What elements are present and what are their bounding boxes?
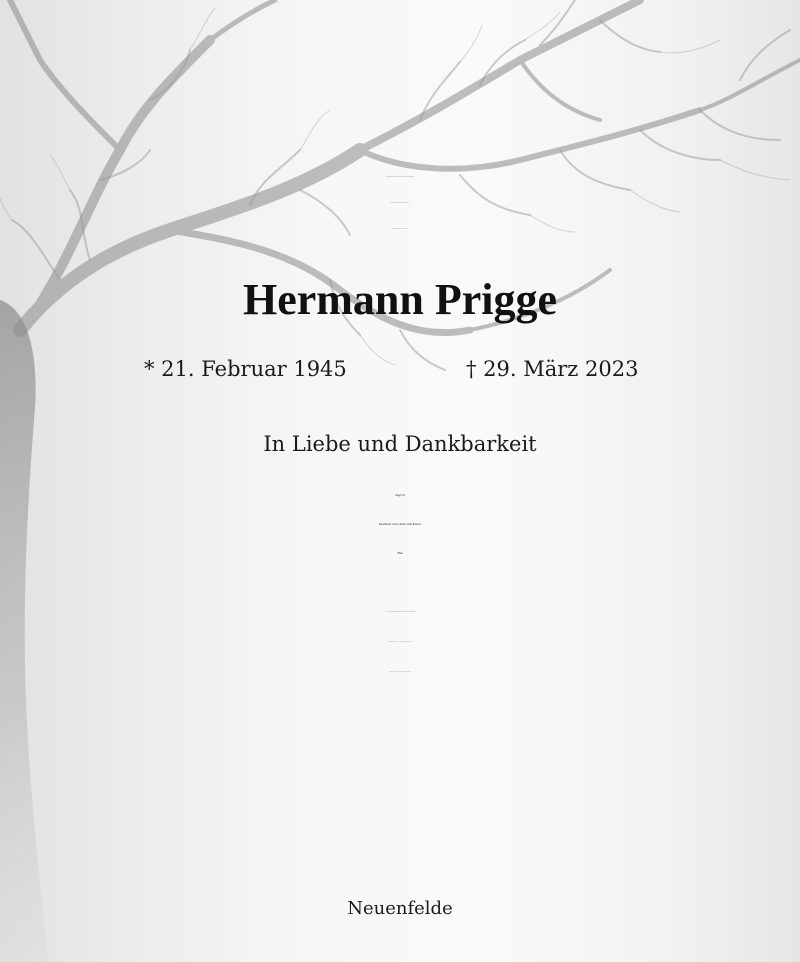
bank-account-line bbox=[0, 776, 800, 805]
poem-line bbox=[0, 65, 800, 87]
birth-date: * 21. Februar 1945 bbox=[144, 357, 347, 381]
intro-line: Traurig nehmen wir Abschied von meinem lieben Mann, bbox=[385, 177, 415, 178]
place-name: Neuenfelde bbox=[347, 898, 453, 919]
intro-line: Bruder, Schwager und Onkel bbox=[392, 229, 408, 230]
mourners-list bbox=[0, 481, 800, 568]
mourner-name: Dietmar und Ania mit Karol bbox=[378, 522, 422, 526]
poem-quote bbox=[0, 43, 800, 131]
poem-line bbox=[0, 43, 800, 65]
death-date: † 29. März 2023 bbox=[466, 357, 639, 381]
service-line: Die Trauerfeier mit anschließender Beisetzung findet statt bbox=[385, 612, 415, 613]
payment-reference-line bbox=[0, 834, 800, 863]
donation-line bbox=[0, 718, 800, 747]
donation-info bbox=[0, 718, 800, 863]
funeral-service-info bbox=[0, 598, 800, 688]
mourner-name: Ingrid bbox=[395, 493, 405, 497]
mourners-heading: In Liebe und Dankbarkeit bbox=[263, 432, 537, 456]
mourner-name: Ria bbox=[397, 551, 403, 555]
service-line: in der Kapelle des Friedhofes Neuenfelde. bbox=[389, 672, 411, 673]
poem-line bbox=[0, 87, 800, 109]
bank-name-line bbox=[0, 805, 800, 834]
intro-line: unserem Papa, Schwiegervater, Opa, bbox=[390, 203, 410, 204]
service-line: am Mittwoch, dem 19. April 2023 um 13.30 Uhr bbox=[387, 642, 413, 643]
deceased-name: Hermann Prigge bbox=[242, 275, 558, 324]
poem-attribution bbox=[0, 109, 800, 131]
farewell-intro bbox=[0, 165, 800, 243]
donation-line bbox=[0, 747, 800, 776]
